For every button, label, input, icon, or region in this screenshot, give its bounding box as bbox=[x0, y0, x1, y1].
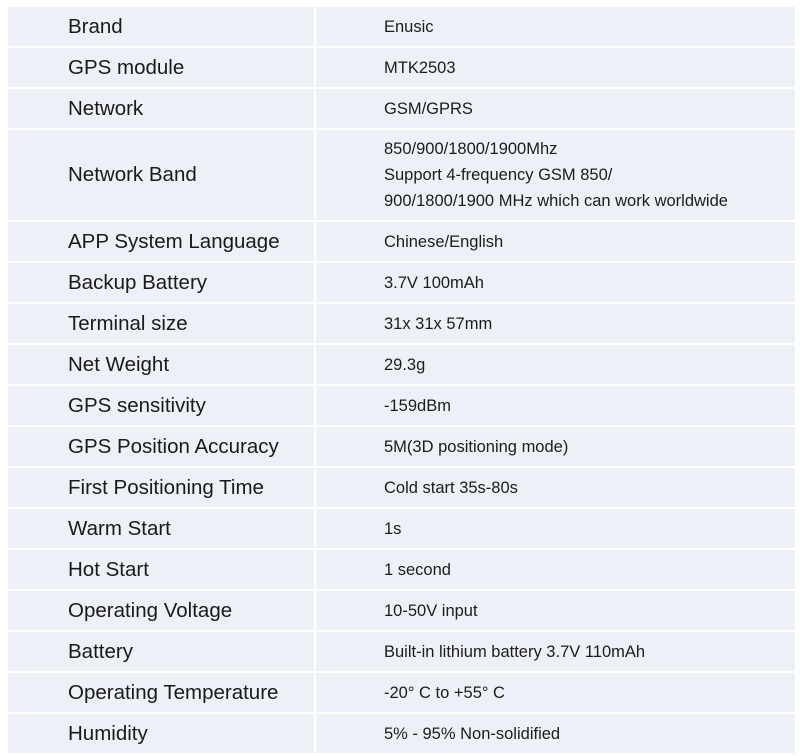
spec-label bbox=[8, 673, 316, 712]
spec-value-text: 900/1800/1900 MHz which can work worldwide bbox=[384, 192, 728, 210]
spec-label-text: APP System Language bbox=[68, 229, 280, 253]
spec-label bbox=[8, 509, 316, 548]
spec-label-text: Humidity bbox=[68, 721, 148, 745]
spec-label bbox=[8, 48, 316, 87]
table-row bbox=[8, 714, 795, 753]
spec-value-text: Enusic bbox=[384, 17, 434, 36]
spec-value bbox=[316, 468, 795, 507]
spec-label-text: GPS sensitivity bbox=[68, 393, 206, 417]
spec-label bbox=[8, 591, 316, 630]
spec-value bbox=[316, 509, 795, 548]
spec-value-text: 3.7V 100mAh bbox=[384, 273, 484, 292]
spec-label bbox=[8, 714, 316, 753]
table-row bbox=[8, 7, 795, 46]
spec-label-text: GPS module bbox=[68, 55, 185, 79]
spec-label bbox=[8, 345, 316, 384]
spec-value-text: -159dBm bbox=[384, 396, 451, 415]
table-row bbox=[8, 427, 795, 466]
spec-value bbox=[316, 550, 795, 589]
table-row bbox=[8, 591, 795, 630]
spec-label-text: First Positioning Time bbox=[68, 475, 264, 499]
spec-label-text: Operating Temperature bbox=[68, 680, 279, 704]
table-row bbox=[8, 89, 795, 128]
spec-value bbox=[316, 345, 795, 384]
spec-value-text: 31x 31x 57mm bbox=[384, 314, 493, 333]
spec-label-text: GPS Position Accuracy bbox=[68, 434, 279, 458]
table-row bbox=[8, 222, 795, 261]
spec-label bbox=[8, 222, 316, 261]
spec-value-text: 1 second bbox=[384, 560, 451, 579]
spec-value bbox=[316, 48, 795, 87]
spec-value-text: 29.3g bbox=[384, 355, 426, 374]
spec-label-text: Hot Start bbox=[68, 557, 149, 581]
spec-value bbox=[316, 222, 795, 261]
spec-value bbox=[316, 591, 795, 630]
spec-value bbox=[316, 7, 795, 46]
spec-label-text: Net Weight bbox=[68, 352, 170, 376]
spec-label bbox=[8, 130, 316, 220]
spec-value bbox=[316, 673, 795, 712]
spec-value-text: MTK2503 bbox=[384, 58, 456, 77]
table-row bbox=[8, 304, 795, 343]
spec-value-text: 850/900/1800/1900Mhz bbox=[384, 140, 558, 158]
spec-label-text: Network Band bbox=[68, 163, 197, 186]
spec-value-text: 5% - 95% Non-solidified bbox=[384, 724, 561, 743]
spec-value-text: Built-in lithium battery 3.7V 110mAh bbox=[384, 642, 646, 661]
spec-value bbox=[316, 427, 795, 466]
spec-label bbox=[8, 89, 316, 128]
spec-value-text: Support 4-frequency GSM 850/ bbox=[384, 166, 613, 184]
spec-value-text: GSM/GPRS bbox=[384, 99, 473, 118]
table-row bbox=[8, 673, 795, 712]
table-row bbox=[8, 509, 795, 548]
spec-label bbox=[8, 468, 316, 507]
spec-label-text: Network bbox=[68, 96, 144, 120]
spec-label bbox=[8, 427, 316, 466]
spec-label bbox=[8, 550, 316, 589]
table-row bbox=[8, 48, 795, 87]
spec-value bbox=[316, 263, 795, 302]
spec-value bbox=[316, 130, 795, 220]
spec-label-text: Warm Start bbox=[68, 516, 171, 540]
spec-value-text: 1s bbox=[384, 519, 402, 538]
spec-value bbox=[316, 386, 795, 425]
spec-value-text: Chinese/English bbox=[384, 232, 504, 251]
spec-label bbox=[8, 632, 316, 671]
spec-label-text: Brand bbox=[68, 14, 123, 38]
spec-label bbox=[8, 386, 316, 425]
table-row bbox=[8, 345, 795, 384]
table-row bbox=[8, 632, 795, 671]
spec-value bbox=[316, 632, 795, 671]
table-row bbox=[8, 130, 795, 220]
table-row bbox=[8, 386, 795, 425]
table-row bbox=[8, 550, 795, 589]
spec-label-text: Backup Battery bbox=[68, 270, 208, 294]
spec-label bbox=[8, 263, 316, 302]
table-row bbox=[8, 263, 795, 302]
spec-value bbox=[316, 89, 795, 128]
spec-value bbox=[316, 304, 795, 343]
table-row bbox=[8, 468, 795, 507]
spec-label-text: Operating Voltage bbox=[68, 598, 233, 622]
spec-value-text: Cold start 35s-80s bbox=[384, 478, 518, 497]
spec-label-text: Terminal size bbox=[68, 311, 188, 335]
spec-value-text: -20° C to +55° C bbox=[384, 683, 505, 702]
spec-value-text: 10-50V input bbox=[384, 601, 478, 620]
spec-value bbox=[316, 714, 795, 753]
spec-label bbox=[8, 304, 316, 343]
spec-label bbox=[8, 7, 316, 46]
spec-label-text: Battery bbox=[68, 639, 133, 663]
spec-value-text: 5M(3D positioning mode) bbox=[384, 437, 569, 456]
